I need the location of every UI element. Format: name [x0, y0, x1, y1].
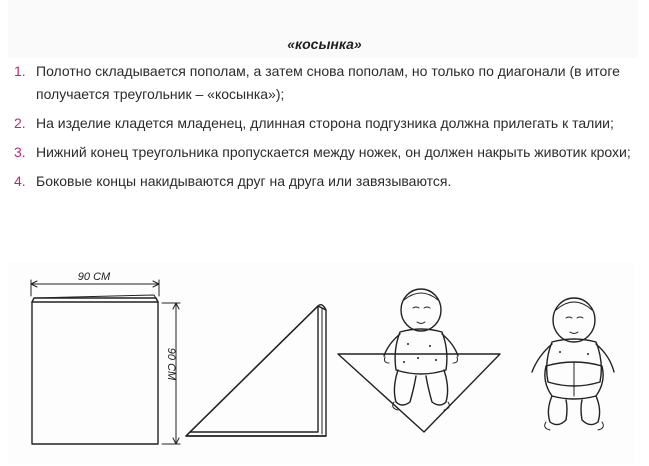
steps-list — [14, 60, 634, 199]
list-item — [14, 170, 634, 193]
diapered-baby-drawing — [532, 298, 614, 430]
step-text: Нижний конец треугольника пропускается между ножек, он должен накрыть животик крохи; — [36, 144, 631, 160]
step-number: 4. — [14, 173, 26, 189]
step-text: Полотно складывается пополам, а затем снова пополам, но только по диагонали (в итоге получается треугольник – «косынка»); — [36, 63, 620, 102]
baby-on-triangle-drawing — [338, 289, 500, 432]
step-number: 1. — [14, 63, 26, 79]
list-item — [14, 112, 634, 135]
width-label: 90 CM — [77, 271, 111, 283]
step-number: 2. — [14, 115, 26, 131]
height-label: 90 CM — [165, 347, 177, 381]
step-text: Боковые концы накидываются друг на друга или завязываются. — [36, 173, 452, 189]
list-item — [14, 60, 634, 106]
step-text: На изделие кладется младенец, длинная сторона подгузника должна прилегать к талии; — [36, 115, 614, 131]
caption: «косынка» — [287, 36, 362, 52]
folded-triangle-drawing — [186, 305, 326, 436]
list-item — [14, 141, 634, 164]
step-number: 3. — [14, 144, 26, 160]
square-cloth-drawing — [31, 280, 180, 444]
diaper-folding-illustration — [0, 262, 649, 466]
